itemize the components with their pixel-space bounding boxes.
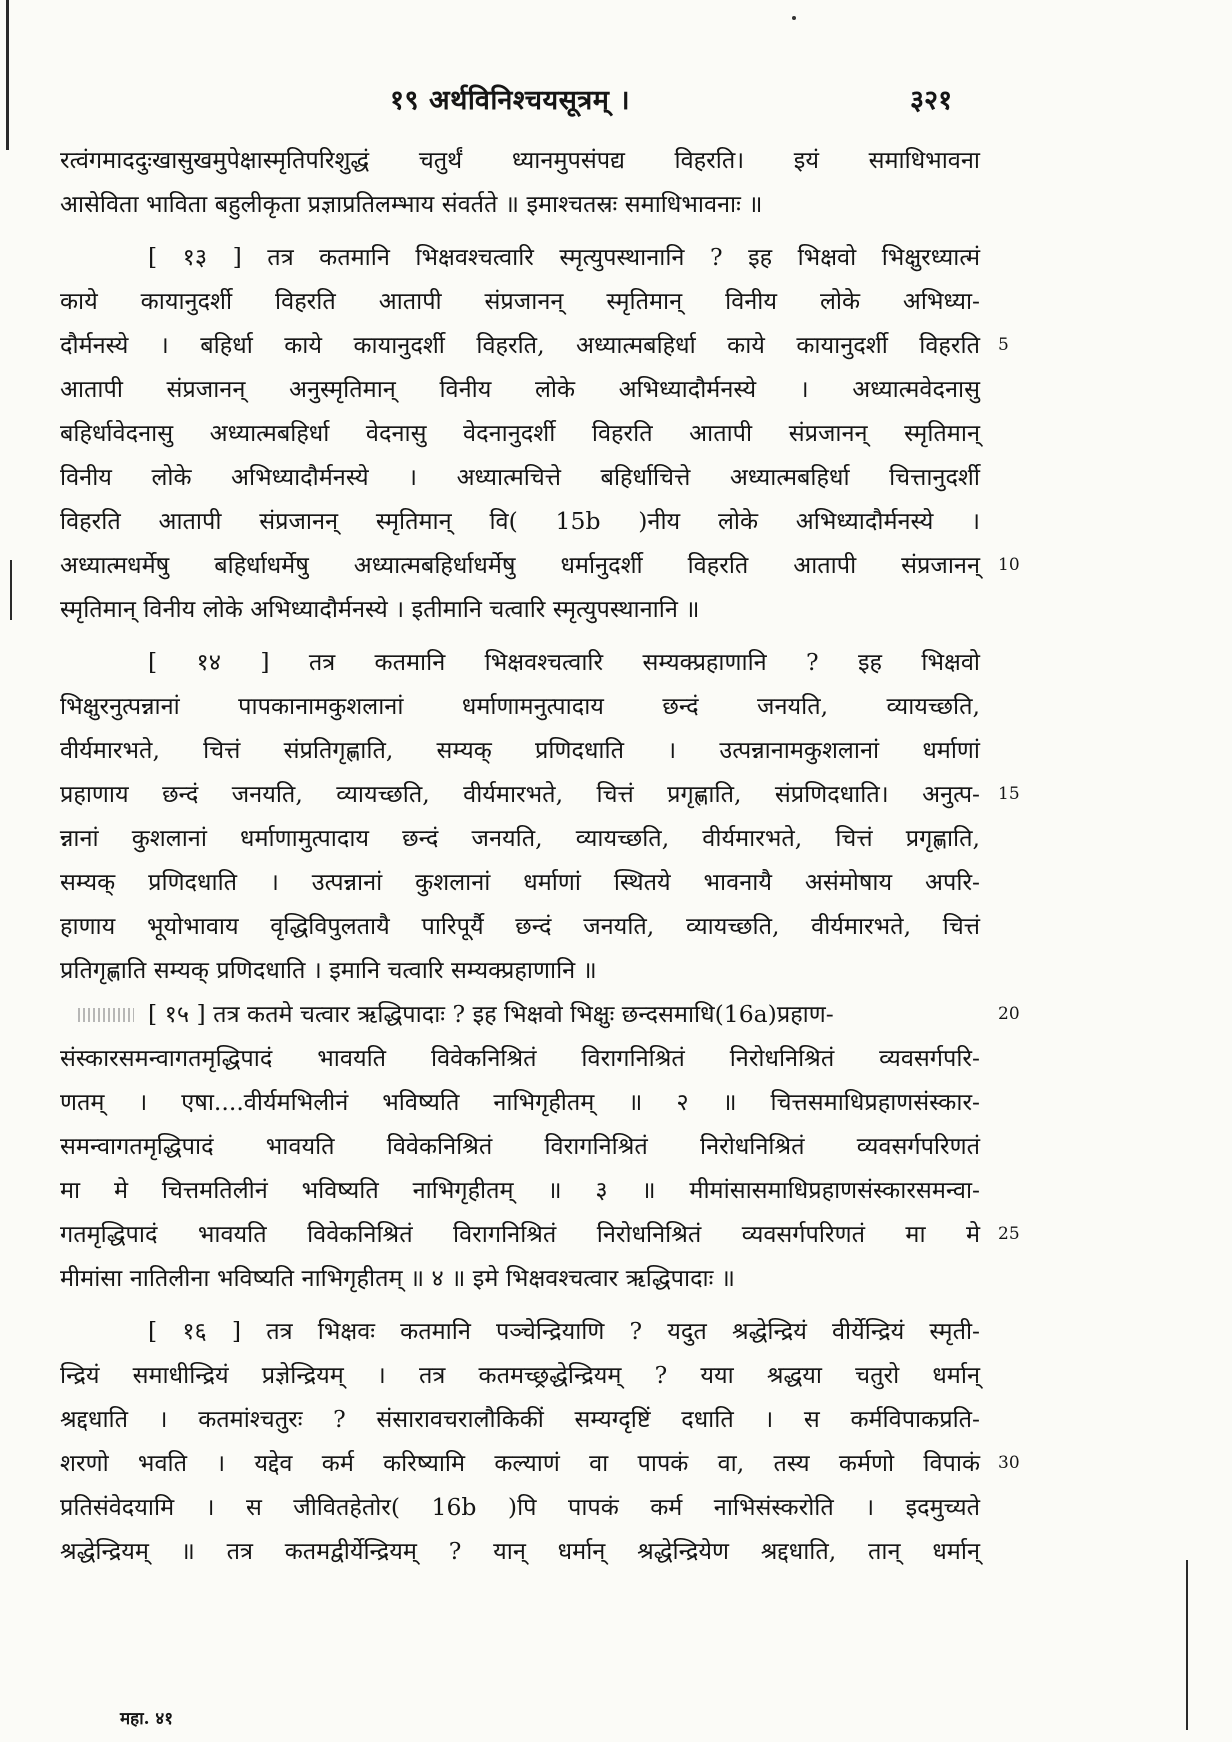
text-line: शरणो भवति । यद्देव कर्म करिष्यामि कल्याणं वा पापकं वा, तस्य कर्मणो विपाकं [60,1449,980,1477]
text-line: स्मृतिमान् विनीय लोके अभिध्यादौर्मनस्ये । इतीमानि चत्वारि स्मृत्युपस्थानानि ॥ [60,595,700,623]
text-line: भिक्षुरनुत्पन्नानां पापकानामकुशलानां धर्माणामनुत्पादाय छन्दं जनयति, व्यायच्छति, [60,692,980,720]
signature-mark: महा. ४१ [120,1709,174,1729]
text-line-wrap [60,1441,1020,1485]
line-number: 30 [998,1453,1020,1473]
line-number: 5 [998,335,1009,355]
text-line: श्रद्दधाति । कतमांश्चतुरः ? संसारावचरालौकिकीं सम्यग्दृष्टिं दधाति । स कर्मविपाकप्रति- [60,1405,980,1433]
scan-edge-mark [10,560,12,620]
line-number: 25 [998,1224,1020,1244]
ink-smudge [78,1008,134,1022]
text-line: प्रहाणाय छन्दं जनयति, व्यायच्छति, वीर्यमारभते, चित्तं प्रगृह्णाति, संप्रणिदधाति। अनुत्प- [60,780,980,808]
text-line-wrap [60,323,1009,367]
text-line: हाणाय भूयोभावाय वृद्धिविपुलतायै पारिपूर्यै छन्दं जनयति, व्यायच्छति, वीर्यमारभते, चित्तं [60,912,980,940]
text-line: काये कायानुदर्शी विहरति आतापी संप्रजानन् स्मृतिमान् विनीय लोके अभिध्या- [60,287,980,315]
text-line: सम्यक् प्रणिदधाति । उत्पन्नानां कुशलानां धर्माणां स्थितये भावनायै असंमोषाय अपरि- [60,868,980,896]
text-line: आतापी संप्रजानन् अनुस्मृतिमान् विनीय लोके अभिध्यादौर्मनस्ये । अध्यात्मवेदनासु [60,375,980,403]
line-number: 20 [998,1004,1020,1024]
text-line: गतमृद्धिपादं भावयति विवेकनिश्रितं विरागनिश्रितं निरोधनिश्रितं व्यवसर्गपरिणतं मा मे [60,1220,980,1248]
text-line: बहिर्धावेदनासु अध्यात्मबहिर्धा वेदनासु वेदनानुदर्शी विहरति आतापी संप्रजानन् स्मृतिमान् [60,419,980,447]
text-line: [ १३ ] तत्र कतमानि भिक्षवश्चत्वारि स्मृत्युपस्थानानि ? इह भिक्षवो भिक्षुरध्यात्मं [148,243,980,271]
text-line: रत्वंगमाददुःखासुखमुपेक्षास्मृतिपरिशुद्धं चतुर्थं ध्यानमुपसंपद्य विहरति। इयं समाधिभावना [60,146,980,174]
text-line: वीर्यमारभते, चित्तं संप्रतिगृह्णाति, सम्यक् प्रणिदधाति । उत्पन्नानामकुशलानां धर्माणां [60,736,980,764]
line-number: 10 [998,555,1020,575]
text-line: अध्यात्मधर्मेषु बहिर्धाधर्मेषु अध्यात्मबहिर्धाधर्मेषु धर्मानुदर्शी विहरति आतापी संप्रजानन् [60,551,980,579]
text-line: श्रद्धेन्द्रियम् ॥ तत्र कतमद्वीर्येन्द्रियम् ? यान् धर्मान् श्रद्धेन्द्रियेण श्रद्दधाति, तान् धर्मान् [60,1537,980,1565]
text-line: मीमांसा नातिलीना भविष्यति नाभिगृहीतम् ॥ ४ ॥ इमे भिक्षवश्चत्वार ऋद्धिपादाः ॥ [60,1264,735,1292]
text-line: न्द्रियं समाधीन्द्रियं प्रज्ञेन्द्रियम् । तत्र कतमच्छ्रद्धेन्द्रियम् ? यया श्रद्धया चतुरो धर्मान् [60,1361,980,1389]
text-line-wrap [60,992,1020,1036]
text-line: प्रतिसंवेदयामि । स जीवितहेतोर( 16b )पि पापकं कर्म नाभिसंस्करोति । इदमुच्यते [60,1493,980,1521]
text-line-wrap [60,1212,1020,1256]
body-text [60,138,1020,1573]
text-line: न्नानां कुशलानां धर्माणामुत्पादाय छन्दं जनयति, व्यायच्छति, वीर्यमारभते, चित्तं प्रगृह्णाति, [60,824,980,852]
text-line: समन्वागतमृद्धिपादं भावयति विवेकनिश्रितं विरागनिश्रितं निरोधनिश्रितं व्यवसर्गपरिणतं [60,1132,980,1160]
scan-speck [792,16,796,20]
scan-edge-mark [1186,1560,1188,1730]
text-line: विनीय लोके अभिध्यादौर्मनस्ये । अध्यात्मचित्ते बहिर्धाचित्ते अध्यात्मबहिर्धा चित्तानुदर्शी [60,463,980,491]
text-line: दौर्मनस्ये । बहिर्धा काये कायानुदर्शी विहरति, अध्यात्मबहिर्धा काये कायानुदर्शी विहरति [60,331,980,359]
running-title: १९ अर्थविनिश्चयसूत्रम् । [390,85,631,116]
text-line: [ १४ ] तत्र कतमानि भिक्षवश्चत्वारि सम्यक्प्रहाणानि ? इह भिक्षवो [148,648,980,676]
text-line: णतम् । एषा....वीर्यमभिलीनं भविष्यति नाभिगृहीतम् ॥ २ ॥ चित्तसमाधिप्रहाणसंस्कार- [60,1088,980,1116]
text-line: आसेविता भाविता बहुलीकृता प्रज्ञाप्रतिलम्भाय संवर्तते ॥ इमाश्चतस्रः समाधिभावनाः ॥ [60,190,763,218]
text-line: प्रतिगृह्णाति सम्यक् प्रणिदधाति । इमानि चत्वारि सम्यक्प्रहाणानि ॥ [60,956,597,984]
text-line: [ १५ ] तत्र कतमे चत्वार ऋद्धिपादाः ? इह भिक्षवो भिक्षुः छन्दसमाधि(16a)प्रहाण- [148,1000,834,1028]
scan-edge-mark [6,0,9,150]
text-line: विहरति आतापी संप्रजानन् स्मृतिमान् वि( 15b )नीय लोके अभिध्यादौर्मनस्ये । [60,507,980,535]
text-line-wrap [60,543,1020,587]
text-line: मा मे चित्तमतिलीनं भविष्यति नाभिगृहीतम् ॥ ३ ॥ मीमांसासमाधिप्रहाणसंस्कारसमन्वा- [60,1176,980,1204]
text-line-wrap [60,772,1020,816]
text-line: संस्कारसमन्वागतमृद्धिपादं भावयति विवेकनिश्रितं विरागनिश्रितं निरोधनिश्रितं व्यवसर्गपरि- [60,1044,980,1072]
page-number: ३२१ [910,85,953,116]
page-header [60,80,1060,120]
text-line: [ १६ ] तत्र भिक्षवः कतमानि पञ्चेन्द्रियाणि ? यदुत श्रद्धेन्द्रियं वीर्येन्द्रियं स्मृती- [148,1317,980,1345]
line-number: 15 [998,784,1020,804]
